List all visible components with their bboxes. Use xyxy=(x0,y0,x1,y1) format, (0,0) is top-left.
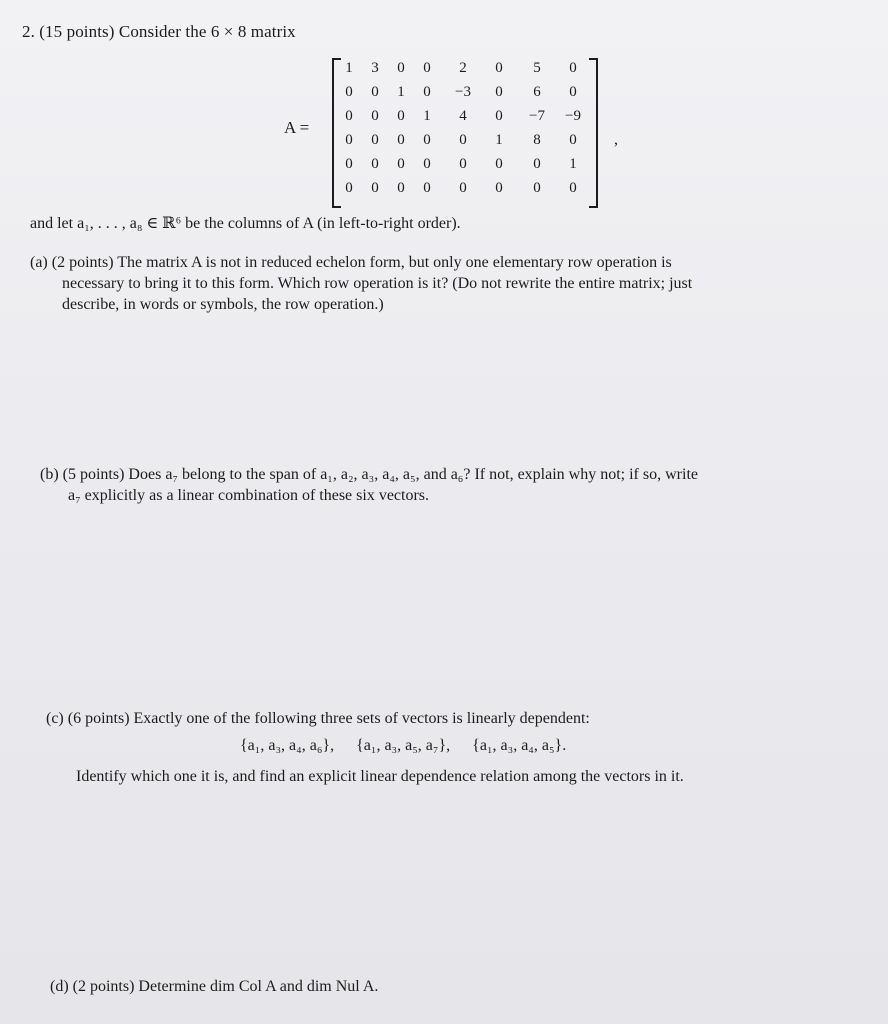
matrix-cell: 0 xyxy=(459,132,467,148)
matrix-cell: 0 xyxy=(345,180,353,196)
matrix-cell: 0 xyxy=(371,108,379,124)
matrix-cell: 0 xyxy=(423,84,431,100)
matrix-cell: 0 xyxy=(423,60,431,76)
matrix-cell: 5 xyxy=(533,60,541,76)
part-c-line-2: Identify which one it is, and find an explicit linear dependence relation among the vectors in it. xyxy=(76,768,684,785)
matrix-cell: 0 xyxy=(397,108,405,124)
part-b-line-2: a₇ explicitly as a linear combination of these six vectors. xyxy=(68,487,430,504)
matrix-cell: 0 xyxy=(371,132,379,148)
part-a xyxy=(30,252,870,315)
matrix-cell: −9 xyxy=(565,108,581,124)
part-b xyxy=(40,464,870,506)
matrix-cell: 0 xyxy=(371,84,379,100)
matrix-cell: 0 xyxy=(569,60,577,76)
matrix-cell: 0 xyxy=(345,156,353,172)
matrix-cell: −7 xyxy=(529,108,545,124)
matrix-cell: 0 xyxy=(345,84,353,100)
matrix-cell: 0 xyxy=(345,108,353,124)
matrix-label: A = xyxy=(284,118,310,137)
matrix-cell: 0 xyxy=(459,156,467,172)
part-c-line-1: (c) (6 points) Exactly one of the following three sets of vectors is linearly dependent: xyxy=(46,710,590,727)
matrix-trailing-comma: , xyxy=(614,131,618,148)
part-a-line-3: describe, in words or symbols, the row operation.) xyxy=(62,296,384,313)
matrix-cell: 0 xyxy=(569,132,577,148)
matrix-cell: 2 xyxy=(459,60,467,76)
vector-set-3: {a₁, a₃, a₄, a₅}. xyxy=(472,737,567,754)
matrix-cell: 0 xyxy=(495,180,503,196)
matrix-cell: 1 xyxy=(569,156,577,172)
matrix-cell: 0 xyxy=(371,156,379,172)
matrix-cell: 0 xyxy=(397,180,405,196)
matrix-cell: 0 xyxy=(569,84,577,100)
matrix-cell: 1 xyxy=(397,84,405,100)
part-b-line-1: (b) (5 points) Does a₇ belong to the span of a₁, a₂, a₃, a₄, a₅, and a₆? If not, explain why not; if so, write xyxy=(40,466,698,483)
matrix-cell: −3 xyxy=(455,84,471,100)
matrix-cell: 0 xyxy=(397,132,405,148)
matrix-cell: 6 xyxy=(533,84,541,100)
matrix-cell: 1 xyxy=(345,60,353,76)
columns-definition: and let a₁, . . . , a₈ ∈ ℝ⁶ be the columns of A (in left-to-right order). xyxy=(30,215,461,232)
matrix-cell: 0 xyxy=(495,156,503,172)
matrix-cell: 0 xyxy=(533,156,541,172)
matrix-cell: 0 xyxy=(423,132,431,148)
vector-sets xyxy=(240,737,584,755)
matrix-cell: 0 xyxy=(495,84,503,100)
question-header: 2. (15 points) Consider the 6 × 8 matrix xyxy=(22,22,296,41)
matrix-cell: 0 xyxy=(371,180,379,196)
matrix-cell: 0 xyxy=(533,180,541,196)
matrix-cell: 4 xyxy=(459,108,467,124)
matrix-cell: 8 xyxy=(533,132,541,148)
part-d: (d) (2 points) Determine dim Col A and dim Nul A. xyxy=(50,978,379,995)
matrix-cell: 0 xyxy=(345,132,353,148)
matrix-cell: 0 xyxy=(423,180,431,196)
matrix-cell: 0 xyxy=(495,60,503,76)
matrix-cell: 0 xyxy=(495,108,503,124)
vector-set-1: {a₁, a₃, a₄, a₆}, xyxy=(240,737,335,754)
right-bracket xyxy=(589,58,598,208)
matrix-cell: 1 xyxy=(495,132,503,148)
matrix-cell: 0 xyxy=(459,180,467,196)
matrix-cell: 0 xyxy=(397,60,405,76)
vector-set-2: {a₁, a₃, a₅, a₇}, xyxy=(356,737,451,754)
matrix xyxy=(332,58,598,204)
matrix-cell: 0 xyxy=(397,156,405,172)
matrix-cell: 3 xyxy=(371,60,379,76)
matrix-cell: 0 xyxy=(423,156,431,172)
matrix-cell: 1 xyxy=(423,108,431,124)
part-a-line-1: (a) (2 points) The matrix A is not in reduced echelon form, but only one elementary row operation is xyxy=(30,254,672,271)
matrix-cell: 0 xyxy=(569,180,577,196)
part-a-line-2: necessary to bring it to this form. Which row operation is it? (Do not rewrite the entire matrix; just xyxy=(62,275,693,292)
